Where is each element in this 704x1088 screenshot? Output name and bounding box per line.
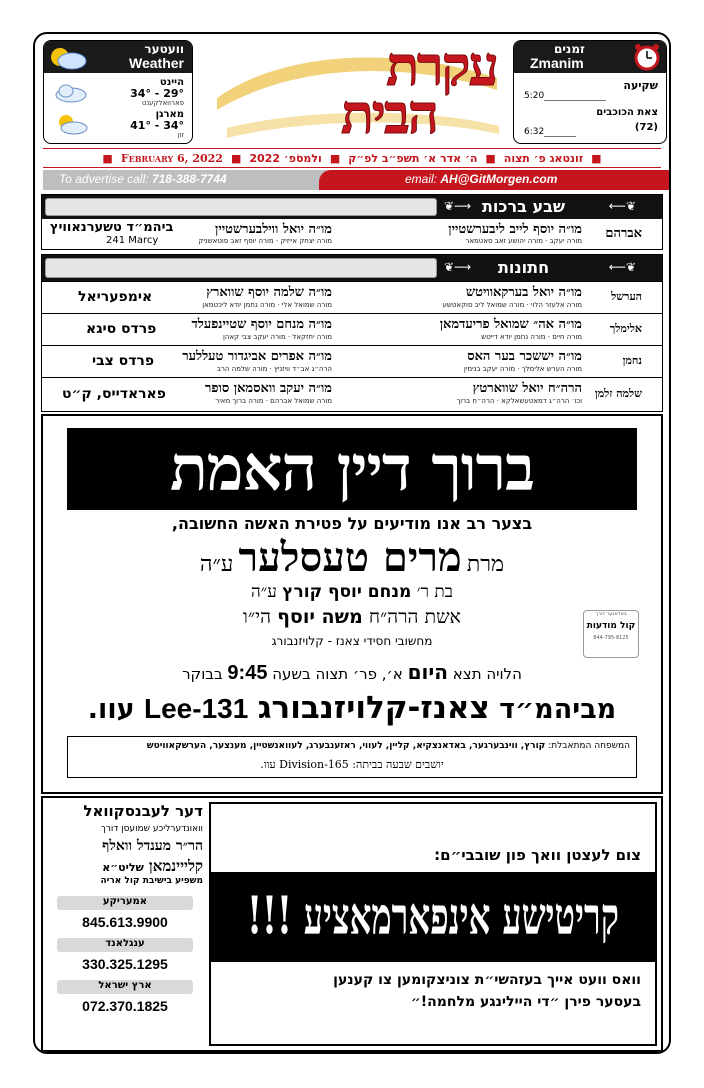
obituary-wife-of: אשת הרה״ח: [368, 606, 461, 628]
advertise-text: [59, 172, 227, 186]
kol-modaos-badge: [583, 610, 639, 658]
obituary-family-box: [67, 736, 637, 778]
weather-day-tomorrow: [44, 109, 192, 141]
ornament-icon: ⟵❦: [608, 260, 636, 274]
obituary-father-suffix: ע״ה: [251, 582, 277, 602]
chasunos-name: אלימלך: [609, 322, 642, 335]
funeral-pre: הלויה תצא: [452, 665, 522, 683]
region-phone[interactable]: 330.325.1295: [82, 956, 168, 972]
chasunos-kallah-sub: מורה שמואל אברהם · מורה ברוך מאיר: [215, 397, 332, 405]
obituary-intro: בצער רב אנו מודיעים על פטירת האשה החשובה,: [171, 514, 533, 533]
obituary-husband: משה יוסף: [277, 606, 363, 628]
zmanim-header: [514, 41, 666, 73]
sheva-brachos-section: [41, 194, 663, 250]
weather-temps: 34° - 29°: [130, 87, 184, 100]
chasunos-venue: פאראדייס, ק״ט: [62, 386, 166, 402]
badge-label: קול מודעות: [586, 621, 636, 631]
chasunos-kallah-parent: מו״ה מנחם יוסף שטיינפעלד: [191, 317, 332, 332]
region-label: ענגלאנד: [57, 938, 193, 952]
sheva-brachos-name: אברהם: [605, 226, 642, 241]
region-label: אמעריקע: [57, 896, 193, 910]
dateline-count: ולמסׂפ׳ 2022: [249, 151, 322, 165]
chasunos-name: נחמן: [622, 354, 642, 367]
chasunos-kallah-sub: הרה״ג אב״ד וויזניץ · מורה שלמה הרב: [216, 365, 332, 373]
chasunos-section: [41, 254, 663, 412]
location-name: צאנז-קלויזנבורג: [257, 690, 490, 726]
sheva-brachos-parent: מו״ה יואל ווילבערשטיין: [215, 222, 332, 237]
weather-title-english: Weather: [129, 55, 184, 71]
email-label: email:: [405, 172, 438, 186]
newspaper-page: [33, 32, 671, 1054]
sun-cloud-icon: [46, 43, 90, 71]
chasunos-chosson-sub: מורה חיים · מורה נחמן יודא דייטש: [481, 333, 582, 341]
chasunos-table: [42, 281, 662, 411]
family-line: [74, 741, 630, 751]
chasunos-kallah-parent: מו״ה אפרים אביגדור טעללער: [182, 349, 332, 364]
dateline-hebrew-date: ה׳ אדר א׳ תשפ״ב לפ״ק: [348, 151, 478, 165]
chasunos-venue: אימפעריאל: [78, 289, 153, 305]
obituary-husband-suffix: הי״ו: [243, 606, 272, 628]
bottom-ad-section: [41, 796, 663, 1052]
chasunos-chosson-sub: מורה אלעזר הלוי · מורה שמואל ליב סוקאטשע: [442, 301, 582, 309]
obituary-name-suffix: ע״ה: [199, 552, 234, 577]
alarm-clock-icon: [632, 43, 662, 71]
masthead-logo: [207, 34, 507, 146]
logo-line-1: עקרת: [386, 34, 497, 98]
chasunos-chosson-parent: הרה״ח יואל שווארטץ: [472, 381, 582, 396]
funeral-time: 9:45: [227, 662, 268, 684]
funeral-today: היום: [407, 660, 448, 684]
chasunos-chosson-sub: וכו׳ הרה״ג דמאטעשאלקא · הרה״ח ברוך: [456, 397, 582, 405]
obituary-community: מחשובי חסידי צאנז - קלויזנבורג: [271, 634, 433, 648]
obituary-name: מרים טעסלער: [238, 534, 462, 581]
obituary-name-line: [67, 534, 637, 581]
crisis-ad-headline: קריטישע אינפארמאציע !!!: [247, 887, 619, 947]
dateline-sep-icon: ■: [591, 151, 602, 165]
sheva-brachos-venue: ביהמ״ד טשערנאוויץ: [50, 220, 174, 235]
advertise-bar: [43, 170, 669, 190]
advertise-label: To advertise call:: [59, 172, 149, 186]
dateline-sep-icon: ■: [102, 151, 113, 165]
funeral-post: בבוקר: [182, 665, 223, 683]
chasunos-chosson-sub: מורה הערש אלימלך · מורה יעקב בנימין: [463, 365, 582, 373]
zmanim-title-english: Zmanim: [530, 55, 584, 71]
funeral-mid: א׳, פר׳ תצוה בשעה: [272, 665, 403, 683]
obituary-headline-box: [67, 428, 637, 510]
family-label: המשפחה המתאבלת:: [548, 741, 630, 751]
ornament-icon: ❦⟶: [444, 260, 472, 274]
sidebar-ad: [47, 802, 203, 1042]
crisis-ad: [209, 802, 657, 1046]
chasunos-venue: פרדס סיגא: [86, 321, 157, 337]
chasunos-chosson-parent: מו״ה יששכר בער האס: [467, 349, 582, 364]
chasunos-chosson-parent: מו״ה אה״ שמואל פריעדמאן: [439, 317, 582, 332]
shiva-line: יושבים שבעה בביתה: 165-Division עוו.: [260, 758, 444, 771]
location-prefix: מביהמ״ד: [499, 694, 617, 725]
chasunos-kallah-parent: מו״ה שלמה יוסף שווארץ: [206, 285, 332, 300]
region-phone[interactable]: 072.370.1825: [82, 998, 168, 1014]
zmanim-box: [513, 40, 667, 144]
chasunos-venue: פרדס צבי: [92, 353, 155, 369]
location-address: 131-Lee: [143, 693, 249, 724]
table-row: [42, 281, 662, 314]
sun-cloud-icon: [54, 113, 88, 135]
family-names: קורץ, ווינבערגער, באדאנצקיא, קליין, לעווי, ראזענבערג, לעוואנשטיין, מענצער, הערשקאוויטש: [146, 741, 546, 751]
chasunos-title: חתונות: [498, 258, 550, 277]
chasunos-kallah-parent: מו״ה יעקב וואסמאן סופר: [205, 381, 332, 396]
weather-header: [44, 41, 192, 73]
dateline: [43, 148, 661, 168]
email-address[interactable]: AH@GitMorgen.com: [440, 172, 558, 186]
table-row: [42, 345, 662, 378]
sheva-brachos-parent-sub: מורה יעקב · מורה יהושע זאב סאטמאר: [465, 237, 582, 245]
weather-temps: 41° - 34°: [130, 119, 184, 132]
dateline-day: זונטאג פ׳ תצוה: [503, 151, 584, 165]
obituary-inner-frame: [67, 422, 637, 782]
chasunos-name: שלמה זלמן: [594, 387, 642, 400]
sidebar-ad-sub: וואונדערליכע שמועסן דורך: [101, 824, 203, 834]
sheva-brachos-title: שבע ברכות: [482, 197, 565, 216]
obituary-daughter-of: בת ר׳: [416, 582, 453, 602]
sidebar-ad-rabbi-title: הר״ר מענדל וואלף: [102, 838, 203, 854]
sheva-brachos-parent-sub: מורה יצחק אייזיק · מורה יוסף זאב פוטאשניק: [198, 237, 332, 245]
cloud-icon: [54, 83, 88, 103]
obituary-father: מנחם יוסף קורץ: [282, 582, 412, 602]
obituary-headline: ברוך דיין האמת: [170, 432, 534, 505]
obituary-title-prefix: מרת: [466, 552, 505, 577]
weather-box: [43, 40, 193, 144]
obituary-funeral-line: [67, 660, 637, 685]
crisis-ad-intro: צום לעצטן וואך פון שובבי״ם:: [434, 846, 641, 864]
sheva-brachos-row: [42, 219, 662, 249]
crisis-ad-body-2: בעסער פירן ״די היילינגע מלחמה!״: [410, 994, 641, 1010]
sheva-brachos-venue-sub: 241 Marcy: [106, 235, 159, 246]
sidebar-ad-rabbi-suffix: שליט״א: [102, 861, 144, 874]
zmanim-label-shkia: שקיעה: [623, 79, 658, 92]
sidebar-ad-rabbi-role: משפיע בישיבת קול אריה: [100, 876, 203, 886]
sidebar-ad-rabbi-name: קלייינמאן: [148, 857, 203, 875]
ornament-icon: ❦⟶: [444, 199, 472, 213]
crisis-ad-body-1: וואס וועט אייך בעזהשי״ת צוניצקומען צו קענען: [333, 972, 641, 988]
zmanim-label-tzeis: צאת הכוכבים (72): [596, 107, 658, 133]
zmanim-title-hebrew: זמנים: [554, 42, 585, 56]
weather-day-today: [44, 77, 192, 107]
zmanim-line: [544, 100, 606, 101]
weather-desc: זון: [177, 131, 184, 139]
chasunos-kallah-sub: מורה שמואל אלי · מורה נחמן יודא ליכטמאן: [202, 301, 332, 309]
weather-day-label: היינט: [159, 77, 184, 88]
sheva-brachos-parent: מו״ה יוסף לייב ליבערשטיין: [448, 222, 582, 237]
advertise-phone[interactable]: 718-388-7744: [151, 172, 227, 186]
email-bar: [319, 170, 669, 190]
obituary-husband-line: [67, 606, 637, 629]
region-phone[interactable]: 845.613.9900: [82, 914, 168, 930]
chasunos-chosson-parent: מו״ה יואל בערקאוויטש: [465, 285, 582, 300]
dateline-sep-icon: ■: [329, 151, 341, 165]
chasunos-name: הערשל: [611, 290, 642, 303]
obituary-location-line: [59, 690, 645, 726]
zmanim-time-shkia: 5:20: [524, 91, 545, 101]
chasunos-header: [42, 255, 662, 281]
zmanim-line: [544, 136, 576, 137]
weather-title-hebrew: וועטער: [144, 42, 184, 56]
sidebar-ad-rabbi-line: [102, 856, 203, 876]
obituary-father-line: [67, 582, 637, 602]
dateline-english-date: February 6, 2022: [120, 151, 223, 165]
table-row: [42, 313, 662, 346]
badge-phone: 844-795-8125: [593, 635, 629, 641]
chasunos-kallah-sub: מורה יחזקאל · מורה יעקב צבי קאהן: [223, 333, 332, 341]
logo-line-2: הבית: [340, 82, 437, 146]
sheva-brachos-header-blank: [45, 198, 437, 216]
weather-desc: פארוואלקענט: [141, 99, 184, 107]
crisis-ad-headline-box: [211, 872, 655, 962]
ornament-icon: ⟵❦: [608, 199, 636, 213]
chasunos-header-blank: [45, 258, 437, 278]
location-suffix: עוו.: [87, 694, 135, 725]
email-text: [405, 172, 557, 186]
sidebar-ad-title: דער לעבנסקוואל: [83, 802, 203, 820]
region-label: ארץ ישראל: [57, 980, 193, 994]
obituary-section: [41, 414, 663, 794]
dateline-sep-icon: ■: [485, 151, 496, 165]
zmanim-time-tzeis: 6:32: [524, 127, 545, 137]
sheva-brachos-header: [42, 195, 662, 219]
table-row: [42, 377, 662, 412]
badge-sub: באדאנער דורך: [595, 611, 627, 617]
dateline-sep-icon: ■: [230, 151, 242, 165]
weather-day-label: מארגן: [155, 109, 184, 120]
